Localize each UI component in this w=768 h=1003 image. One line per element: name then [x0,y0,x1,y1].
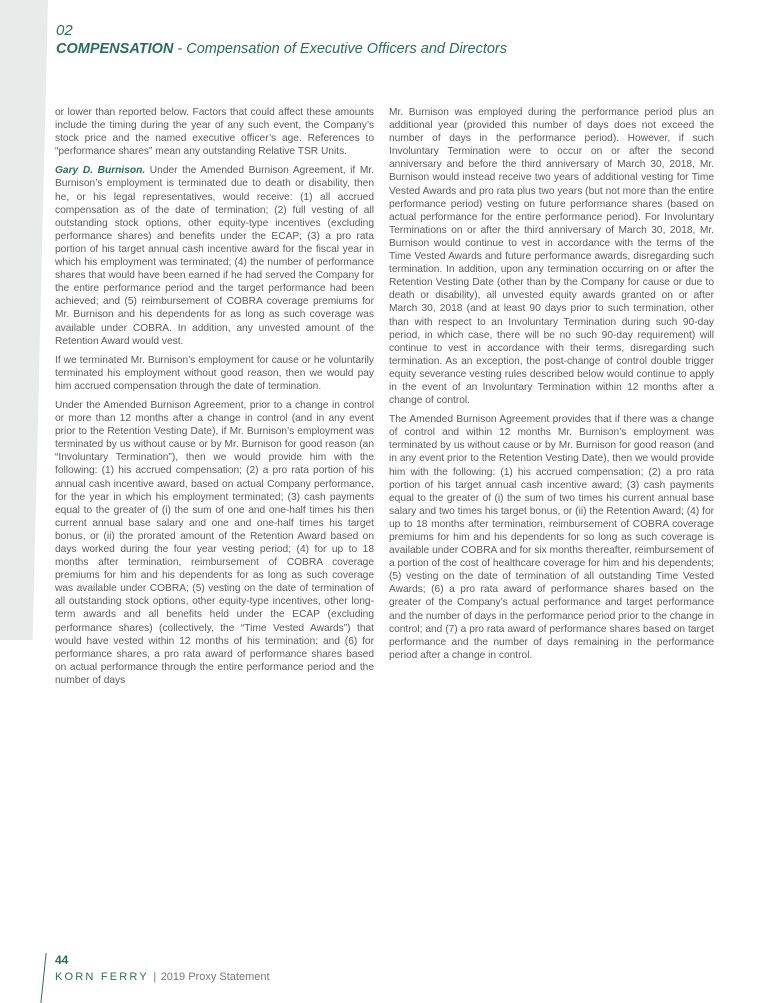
right-column [389,106,714,668]
paragraph: Under the Amended Burnison Agreement, prior to a change in control or more than 12 months after a change in control (and in any event prior to the Retention Vesting Date), if Mr. Burnison’s employment was terminated by us without cause or by Mr. Burnison for good reason (an “Involuntary Termination”), then we would provide him with the following: (1) his accrued compensation; (2) a pro rata portion of his annual cash incentive award, based on actual Company performance, for the year in which his employment terminated; (3) cash payments equal to the greater of (i) the sum of one and one-half times his then current annual base salary and one and one-half times his target bonus, or (ii) the prorated amount of the Retention Award based on days worked during the four year vesting period; (4) for up to 18 months after termination, reimbursement of COBRA coverage premiums for him and his dependents for as long as such coverage was available under COBRA; (5) vesting on the date of termination of all outstanding stock options, other equity-type incentives, other long-term awards and all benefits held under the ECAP (excluding performance shares) (collectively, the “Time Vested Awards”) that would have vested within 12 months of his termination; and (6) for performance shares, a pro rata award of performance shares based on actual performance through the entire performance period and the number of days [55,399,374,686]
section-subtitle: Compensation of Executive Officers and Directors [186,41,507,57]
footer-separator: | [153,971,157,983]
document-title: 2019 Proxy Statement [160,971,270,983]
paragraph: If we terminated Mr. Burnison’s employment for cause or he voluntarily terminated his employment without good reason, then we would pay him accrued compensation through the date of termination. [55,354,374,392]
paragraph [55,164,374,347]
page-header [56,22,507,58]
brand-logo: KORN FERRY [55,971,149,983]
section-title-line [56,40,507,58]
page-number: 44 [55,953,69,967]
left-column [55,106,374,693]
title-separator: - [173,41,187,57]
paragraph: Mr. Burnison was employed during the performance period plus an additional year (provided this number of days does not exceed the number of days in the performance period). However, if such Involuntary Termination were to occur on or after the second anniversary and before the third anniversary of March 30, 2018, Mr. Burnison would instead receive two years of additional vesting for Time Vested Awards and pro rata plus two years (but not more than the entire performance period) vesting on future performance shares (based on actual performance for the entire performance period). For Involuntary Terminations on or after the third anniversary of March 30, 2018, Mr. Burnison would continue to vest in accordance with the terms of the Time Vested Awards and future performance awards, disregarding such termination. In addition, upon any termination occurring on or after the Retention Vesting Date (other than by the Company for cause or due to death or disability), all unvested equity awards granted on or after March 30, 2018 (and at least 90 days prior to such termination, other than with respect to an Involuntary Termination during such 90-day period, in which case, there will be no such 90-day requirement) will continue to vest in accordance with their terms, disregarding such termination. As an exception, the post-change of control double trigger equity severance vesting rules described below would continue to apply in the event of an Involuntary Termination within 12 months after a change of control. [389,107,714,407]
paragraph-body: Under the Amended Burnison Agreement, if Mr. Burnison’s employment is terminated due to death or disability, then he, or his legal representatives, would receive: (1) all accrued compensation as of the date of termination; (2) full vesting of all outstanding stock options, other equity-type incentives (excluding performance shares) and benefits under the ECAP; (3) a pro rata portion of his target annual cash incentive award for the fiscal year in which his employment was terminated; (4) the number of performance shares that would have been earned if he had served the Company for the entire performance period and the target performance had been achieved; and (5) reimbursement of COBRA coverage premiums for Mr. Burnison and his dependents for as long as such coverage was available under COBRA. In addition, any unvested amount of the Retention Award would vest. [55,165,374,347]
section-title: COMPENSATION [56,41,174,57]
paragraph-lead-name: Gary D. Burnison. [55,165,146,177]
paragraph: or lower than reported below. Factors that could affect these amounts include the timing during the year of any such event, the Company’s stock price and the named executive officer’s age. References to “performance shares” mean any outstanding Relative TSR Units. [55,107,374,158]
paragraph: The Amended Burnison Agreement provides that if there was a change of control and within 12 months Mr. Burnison’s employment was terminated by us without cause or by Mr. Burnison for good reason (and in any event prior to the Retention Vesting Date), then we would provide him with the following: (1) his accrued compensation; (2) a pro rata portion of his target annual cash incentive award; (3) cash payments equal to the greater of (i) the sum of two times his current annual base salary and two times his target bonus, or (ii) the Retention Award; (4) for up to 18 months after termination, reimbursement of COBRA coverage premiums for him and his dependents for so long as such coverage is available under COBRA and for six months thereafter, reimbursement of a portion of the cost of healthcare coverage for him and his dependents; (5) vesting on the date of termination of all outstanding Time Vested Awards; (6) a pro rata award of performance shares based on the greater of the Company’s actual performance and target performance and the number of days in the performance period prior to the change in control; and (7) a pro rata award of performance shares based on target performance and the number of days remaining in the performance period after a change in control. [389,414,714,661]
decorative-side-band [0,0,48,640]
section-number: 02 [56,22,73,39]
footer-accent-line [40,953,46,1003]
page-footer [55,953,270,985]
